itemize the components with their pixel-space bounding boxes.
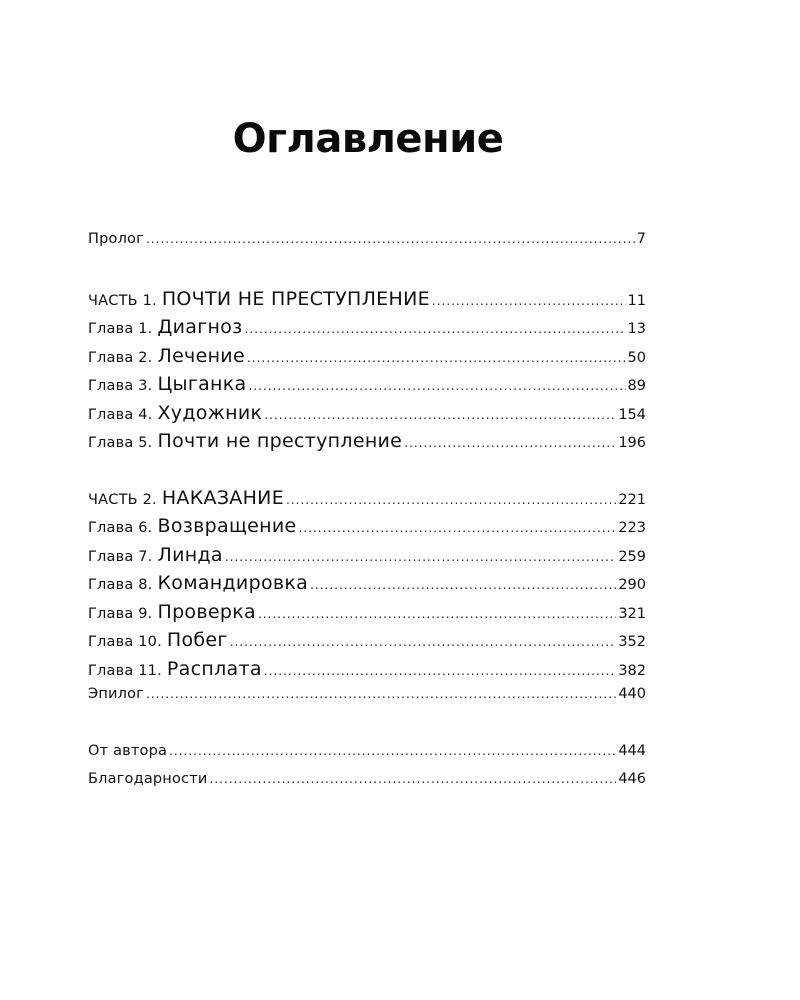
page-number: 321 xyxy=(618,605,646,622)
page-number: 446 xyxy=(618,771,646,787)
chapter-title: Расплата xyxy=(166,657,262,680)
dot-leader xyxy=(286,493,616,507)
page-number: 50 xyxy=(627,349,646,366)
part-title: НАКАЗАНИЕ xyxy=(161,486,284,509)
toc-entry-part-1[interactable] xyxy=(88,288,646,317)
dot-leader xyxy=(245,322,626,336)
page-number: 13 xyxy=(627,321,646,337)
toc-entry-chapter-9[interactable] xyxy=(88,601,646,630)
dot-leader xyxy=(264,664,617,678)
entry-title: Благодарности xyxy=(88,771,208,787)
page-number: 196 xyxy=(618,435,646,451)
dot-leader xyxy=(249,379,626,393)
entry-title: От автора xyxy=(88,742,168,759)
entry-title: Эпилог xyxy=(88,686,144,702)
toc-entry-chapter-4[interactable] xyxy=(88,402,646,431)
dot-leader xyxy=(230,635,617,649)
page-number: 382 xyxy=(618,662,646,679)
toc-entry-chapter-1[interactable] xyxy=(88,316,646,345)
chapter-label: Глава 8. xyxy=(88,577,153,593)
chapter-title: Художник xyxy=(157,401,263,424)
toc-entry-epilogue[interactable] xyxy=(88,686,646,715)
page-number: 290 xyxy=(618,577,646,593)
dot-leader xyxy=(169,744,616,758)
chapter-label: Глава 11. xyxy=(88,662,162,679)
page-number: 11 xyxy=(627,292,646,309)
dot-leader xyxy=(299,521,617,535)
page-number: 352 xyxy=(618,634,646,650)
chapter-label: Глава 9. xyxy=(88,605,153,622)
chapter-label: Глава 7. xyxy=(88,548,153,565)
dot-leader xyxy=(432,294,626,308)
chapter-label: Глава 4. xyxy=(88,406,153,423)
toc-entry-chapter-8[interactable] xyxy=(88,572,646,601)
toc-entry-chapter-6[interactable] xyxy=(88,515,646,544)
dot-leader xyxy=(247,351,626,365)
chapter-title: Возвращение xyxy=(157,515,297,537)
dot-leader xyxy=(146,232,635,246)
section-gap xyxy=(88,260,646,288)
part-label: ЧАСТЬ 2. xyxy=(88,491,157,508)
dot-leader xyxy=(310,578,616,592)
table-of-contents xyxy=(88,231,646,800)
part-label: ЧАСТЬ 1. xyxy=(88,292,157,309)
entry-title: Пролог xyxy=(88,231,144,247)
chapter-label: Глава 2. xyxy=(88,349,153,366)
page-number: 223 xyxy=(618,520,646,536)
chapter-title: Побег xyxy=(166,629,228,651)
toc-entry-acknowledgements[interactable] xyxy=(88,771,646,800)
chapter-title: Диагноз xyxy=(157,316,243,338)
toc-entry-chapter-2[interactable] xyxy=(88,345,646,374)
chapter-label: Глава 6. xyxy=(88,520,153,536)
dot-leader xyxy=(210,772,617,786)
page-number: 440 xyxy=(618,686,646,702)
dot-leader xyxy=(146,687,616,701)
dot-leader xyxy=(264,408,616,422)
page-title: Оглавление xyxy=(232,116,504,162)
chapter-title: Почти не преступление xyxy=(157,430,403,452)
toc-entry-chapter-11[interactable] xyxy=(88,658,646,687)
page-number: 259 xyxy=(618,548,646,565)
page-number: 444 xyxy=(618,742,646,759)
chapter-title: Лечение xyxy=(157,344,245,367)
toc-entry-prologue[interactable] xyxy=(88,231,646,260)
toc-entry-chapter-7[interactable] xyxy=(88,544,646,573)
page-number: 7 xyxy=(636,231,646,247)
chapter-title: Командировка xyxy=(157,572,309,594)
toc-entry-part-2[interactable] xyxy=(88,487,646,516)
chapter-title: Цыганка xyxy=(157,373,247,395)
part-title: ПОЧТИ НЕ ПРЕСТУПЛЕНИЕ xyxy=(161,287,430,310)
dot-leader xyxy=(225,550,616,564)
dot-leader xyxy=(404,436,616,450)
page-number: 89 xyxy=(627,378,646,394)
dot-leader xyxy=(258,607,616,621)
chapter-label: Глава 1. xyxy=(88,321,153,337)
toc-entry-chapter-5[interactable] xyxy=(88,430,646,459)
toc-entry-from-author[interactable] xyxy=(88,743,646,772)
chapter-label: Глава 10. xyxy=(88,634,162,650)
toc-entry-chapter-10[interactable] xyxy=(88,629,646,658)
chapter-label: Глава 5. xyxy=(88,435,153,451)
chapter-label: Глава 3. xyxy=(88,378,153,394)
chapter-title: Линда xyxy=(157,543,223,566)
page-number: 154 xyxy=(618,406,646,423)
page-number: 221 xyxy=(618,491,646,508)
section-gap xyxy=(88,459,646,487)
section-gap xyxy=(88,715,646,743)
toc-entry-chapter-3[interactable] xyxy=(88,373,646,402)
chapter-title: Проверка xyxy=(157,600,256,623)
